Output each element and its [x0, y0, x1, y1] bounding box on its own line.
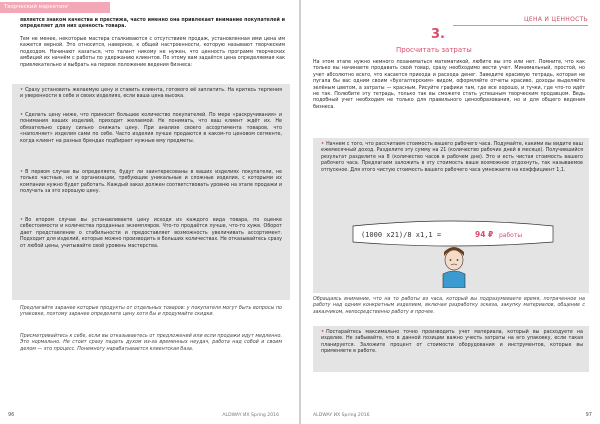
right-bullet-1-text: Начнем с того, что рассчитаем стоимость вашего рабочего часа. Подумайте, какими вы видите ваш ежемесячный доход. Разделите эту сумму на 21 (количество рабочих дней в месяце). Получившийся результат разделите на 8 (количество часов в рабочем дне). Это и есть чистая стоимость вашего рабочего часа. Предлагаем заложить в эту стоимость ваше возможное отдохнуть, так называемое отпускное. Для этого чистую стоимость вашего рабочего часа умножаете на коэффициент 1,1. — [321, 142, 583, 173]
bullet-dot: • — [20, 88, 24, 93]
bullet-dot: • — [321, 330, 325, 335]
left-note-1: Предлагайте заранее которые продукты от отдельных товаров: у покупателя могут быть вопросы по упаковке, поэтому заранее определите цену хотя бы и продумайте скидки. — [20, 306, 282, 318]
section-title: Просчитать затраты — [396, 46, 472, 54]
right-bullet-2-text: Постарайтесь максимально точно производить учет материала, который вы расходуете на изделие. Не забывайте, что в данной позиции важно учесть затраты на его упаковку, если такая планируется. Заложите процент от стоимости оборудования и инструментов, которые вы применяете в работе. — [321, 330, 583, 355]
header-rule — [453, 25, 588, 26]
bullet-dot: • — [20, 218, 24, 223]
bullet-dot: • — [20, 170, 24, 175]
left-page-header: Творческий маркетинг — [0, 2, 110, 13]
left-paragraph-1: является знаком качества и престижа, часто именно она привлекает внимание покупателей и определяет для них ценность товара. — [20, 18, 285, 30]
left-bullet-4 — [20, 218, 282, 250]
left-bullet-2 — [20, 113, 282, 145]
left-bullet-3 — [20, 170, 282, 196]
section-number: 3. — [431, 27, 445, 42]
left-bullet-4-text: Во втором случае вы устанавливаете цену исходя из каждого вида товара, по оценке себестоимости и количества проданных экземпляров. Что-то продаётся лучше, что-то хуже. Оборот дает представление о стабильности и предоставляет возможность увеличивать ассортимент. Подходит для изделий, которые можно производить в больших количествах. Не отказывайтесь сразу от любой цены, учитывайте свой уровень мастерства. — [20, 218, 282, 249]
left-note-2: Присматривайтесь к себе, если вы отказываетесь от предложений или если продажи идут медленно. Это нормально. Не стоит сразу падать духом из-за временных неудач, работа над собой и своим делом — это процесс. Понемногу нарабатывается клиентская база. — [20, 334, 282, 352]
formula-unit: работы — [499, 232, 523, 239]
right-bullet-2 — [321, 330, 583, 356]
formula-text: (1000 x21)/8 x1,1 = — [361, 231, 442, 239]
right-page-number: 97 — [585, 412, 592, 418]
left-bullet-1-text: Сразу установить желаемую цену и ставить клиента, готового её заплатить. На критесь терпения и уверенности в себе и своих изделиях, если ваша цена высока. — [20, 88, 282, 100]
bullet-dot: • — [20, 113, 24, 118]
left-bullet-2-text: Сделать цену ниже, что приносит большее количество покупателей. По мере «раскручивания» и понимания ваших изделий, приходит желаемой. Не понимать, что ваш клиент ждёт их. Не обязательно сразу сильно снижать цену. При анализе своего ассортимента товаров, что «наполняет» изделия сами по себе. Часто изделия лучше продаются в каком-то ценовом сегменте, когда клиент на разных брендах подбирает нужные ему предметы. — [20, 113, 282, 144]
illustration-caption: Обращаясь внимание, что на то работы из часа, который вы подразумеваете время, потраченное на работу над одним конкретным изделием, включая разработку эскиза, закупку материалов, общение с заказчиком, непосредственно работу и прочее. — [313, 297, 585, 315]
left-footer: ALDWAY ИХ Spring 2016 — [222, 413, 279, 418]
person-drawing — [443, 247, 465, 288]
left-paragraph-2: Тем не менее, некоторые мастера сталкиваются с отсутствием продаж, установленная ими цена им кажется верной. Это относится, наверное, к общей настроенности, которую называют творческим подходом. Начинают казаться, что талант никому не нужен, что ценность программ творческих амбиций их начнём с работы по удержанию клиентов. По этому вам задаётся цена определяемая как привлекательно и выбрать на первое положение ведения бизнеса: — [20, 37, 285, 68]
left-page-number: 96 — [8, 412, 15, 418]
bullet-dot: • — [321, 142, 325, 147]
right-bullet-1 — [321, 142, 583, 174]
illustration-formula — [349, 220, 557, 288]
right-page — [301, 0, 600, 424]
left-bullet-1 — [20, 88, 282, 101]
left-page — [0, 0, 299, 424]
left-bullet-3-text: В первом случае вы определяете, будут ли заинтересованы в ваших изделиях покупатели, не только частные, но и организации, требующие уникальные и сложные изделия, с которыми их компании нужно будет работать. Каждый заказ должен соответствовать уровню на этапе продажи и получать за это хорошую цену. — [20, 170, 282, 195]
right-page-header: ЦЕНА И ЦЕННОСТЬ — [523, 16, 588, 23]
formula-result: 94 ₽ — [475, 230, 494, 239]
right-footer: ALDWAY ИХ Spring 2016 — [313, 413, 370, 418]
right-paragraph-1: На этом этапе нужно немного позаниматься математикой, любите вы это или нет. Помните, что как только вы начинаете продавать свой товар, сразу необходимо вести учет. Минимальный, простой, но учет абсолютно всего, что касается прихода и расхода денег. Заведите красивую тетрадь, которая не пугала бы вас одним своим «бухгалтерским» видом, оформляйте отчеты красиво, доходы выделяйте зелёным цветом, а затраты — красным. Рисуйте графики там, где все хорошо, и тучки, где что-то идёт не так. Полюбите эту тетрадь, только так вы сможете стать успешным творческим продавцом. Ведь подобный учет необходим не только для правильного ценообразования, но и для общего ведения бизнеса. — [313, 60, 585, 110]
